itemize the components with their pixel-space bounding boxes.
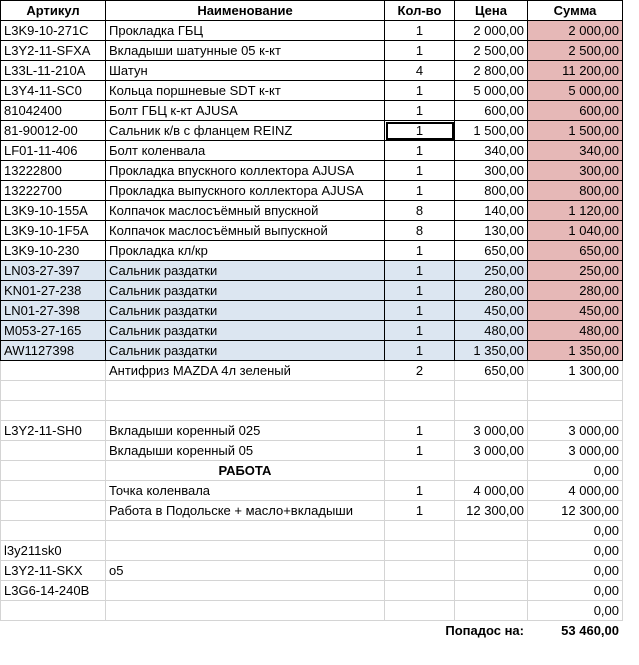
cell-qty[interactable] (385, 461, 455, 481)
cell-sum[interactable]: 340,00 (528, 141, 623, 161)
cell-sum[interactable]: 650,00 (528, 241, 623, 261)
cell-sum[interactable]: 0,00 (528, 581, 623, 601)
cell-qty[interactable]: 1 (385, 81, 455, 101)
cell-sum[interactable]: 800,00 (528, 181, 623, 201)
table-row (1, 121, 623, 141)
table-row (1, 381, 623, 401)
cell-sum[interactable]: 280,00 (528, 281, 623, 301)
cell-price[interactable]: 3 000,00 (455, 421, 528, 441)
header-sum[interactable]: Сумма (528, 1, 623, 21)
cell-price[interactable]: 300,00 (455, 161, 528, 181)
header-name[interactable]: Наименование (106, 1, 385, 21)
cell-name[interactable] (106, 621, 385, 641)
cell-art[interactable]: L33L-11-210A (1, 61, 106, 81)
cell-art[interactable]: L3K9-10-1F5A (1, 221, 106, 241)
cell-qty[interactable] (385, 581, 455, 601)
table-row (1, 101, 623, 121)
header-art[interactable]: Артикул (1, 1, 106, 21)
cell-art[interactable] (1, 441, 106, 461)
cell-price[interactable]: 480,00 (455, 321, 528, 341)
cell-art[interactable]: L3Y2-11-SH0 (1, 421, 106, 441)
table-row (1, 341, 623, 361)
table-row (1, 361, 623, 381)
cell-art[interactable]: L3Y2-11-SFXA (1, 41, 106, 61)
cell-art[interactable] (1, 401, 106, 421)
cell-sum[interactable]: 600,00 (528, 101, 623, 121)
table-row (1, 481, 623, 501)
cell-name[interactable] (106, 541, 385, 561)
cell-price[interactable]: 600,00 (455, 101, 528, 121)
header-row (1, 1, 623, 21)
cell-price[interactable]: 650,00 (455, 241, 528, 261)
cell-price[interactable]: 1 350,00 (455, 341, 528, 361)
cell-price[interactable]: 3 000,00 (455, 441, 528, 461)
cell-art[interactable]: L3Y4-11-SC0 (1, 81, 106, 101)
cell-qty[interactable]: 1 (385, 421, 455, 441)
cell-name[interactable]: Сальник к/в с фланцем REINZ (106, 121, 385, 141)
cell-sum[interactable]: 2 500,00 (528, 41, 623, 61)
cell-price[interactable]: 130,00 (455, 221, 528, 241)
cell-art[interactable]: 81042400 (1, 101, 106, 121)
table-row (1, 581, 623, 601)
cell-name[interactable]: Прокладка ГБЦ (106, 21, 385, 41)
cell-qty[interactable]: 1 (385, 441, 455, 461)
cell-price[interactable]: 2 800,00 (455, 61, 528, 81)
header-qty[interactable]: Кол-во (385, 1, 455, 21)
cell-qty[interactable]: 1 (385, 21, 455, 41)
cell-sum[interactable]: 5 000,00 (528, 81, 623, 101)
cell-name[interactable]: Работа в Подольске + масло+вкладыши (106, 501, 385, 521)
table-row (1, 81, 623, 101)
cell-name[interactable] (106, 601, 385, 621)
cell-sum[interactable]: 1 040,00 (528, 221, 623, 241)
cell-name[interactable]: Вкладыши шатунные 05 к-кт (106, 41, 385, 61)
cell-name[interactable]: Точка коленвала (106, 481, 385, 501)
cell-sum[interactable]: 1 500,00 (528, 121, 623, 141)
table-row (1, 181, 623, 201)
cell-name[interactable]: Колпачок маслосъёмный выпускной (106, 221, 385, 241)
cell-qty[interactable] (385, 381, 455, 401)
cell-price[interactable]: 5 000,00 (455, 81, 528, 101)
cell-sum[interactable] (528, 401, 623, 421)
cell-qty[interactable]: 1 (385, 501, 455, 521)
table-row (1, 321, 623, 341)
cell-name[interactable] (106, 401, 385, 421)
cell-sum[interactable]: 2 000,00 (528, 21, 623, 41)
cell-price[interactable]: 140,00 (455, 201, 528, 221)
cell-art[interactable] (1, 461, 106, 481)
cell-price[interactable]: 650,00 (455, 361, 528, 381)
cell-price[interactable] (455, 541, 528, 561)
cell-sum[interactable]: 0,00 (528, 601, 623, 621)
table-row (1, 601, 623, 621)
total-value[interactable]: 53 460,00 (528, 621, 623, 641)
table-row (1, 141, 623, 161)
cell-qty[interactable]: 1 (385, 121, 455, 141)
cell-name[interactable]: Прокладка впускного коллектора AJUSA (106, 161, 385, 181)
cell-sum[interactable]: 11 200,00 (528, 61, 623, 81)
table-row (1, 161, 623, 181)
cell-art[interactable]: 13222700 (1, 181, 106, 201)
cell-qty[interactable]: 1 (385, 161, 455, 181)
table-row (1, 401, 623, 421)
table-row (1, 241, 623, 261)
cell-qty[interactable]: 1 (385, 141, 455, 161)
cell-price[interactable]: 280,00 (455, 281, 528, 301)
cell-sum[interactable]: 480,00 (528, 321, 623, 341)
table-row (1, 501, 623, 521)
cell-qty[interactable]: 1 (385, 101, 455, 121)
cell-name[interactable]: Сальник раздатки (106, 261, 385, 281)
cell-name[interactable]: Болт ГБЦ к-кт AJUSA (106, 101, 385, 121)
table-row (1, 421, 623, 441)
cell-name[interactable]: Прокладка выпускного коллектора AJUSA (106, 181, 385, 201)
cell-price[interactable]: 1 500,00 (455, 121, 528, 141)
cell-art[interactable]: L3Y2-11-SKX (1, 561, 106, 581)
table-row (1, 201, 623, 221)
cell-art[interactable]: LN01-27-398 (1, 301, 106, 321)
cell-price[interactable]: 800,00 (455, 181, 528, 201)
cell-qty[interactable] (385, 601, 455, 621)
table-row (1, 301, 623, 321)
cell-name[interactable]: Колпачок маслосъёмный впускной (106, 201, 385, 221)
cell-sum[interactable]: 1 350,00 (528, 341, 623, 361)
cell-name[interactable]: Прокладка кл/кр (106, 241, 385, 261)
table-row (1, 41, 623, 61)
cell-qty[interactable]: 8 (385, 201, 455, 221)
cell-price[interactable]: 4 000,00 (455, 481, 528, 501)
table-row (1, 461, 623, 481)
cell-art[interactable] (1, 361, 106, 381)
cell-qty[interactable]: 1 (385, 41, 455, 61)
cell-price[interactable] (455, 561, 528, 581)
cell-qty[interactable]: 8 (385, 221, 455, 241)
cell-qty[interactable]: 1 (385, 261, 455, 281)
cell-name[interactable]: Сальник раздатки (106, 281, 385, 301)
cell-price[interactable] (455, 401, 528, 421)
cell-qty[interactable]: 1 (385, 341, 455, 361)
cell-price[interactable]: 2 500,00 (455, 41, 528, 61)
cell-sum[interactable]: 450,00 (528, 301, 623, 321)
cell-sum[interactable]: 0,00 (528, 541, 623, 561)
cell-price[interactable]: 12 300,00 (455, 501, 528, 521)
cell-art[interactable]: LF01-11-406 (1, 141, 106, 161)
cell-name[interactable] (106, 581, 385, 601)
cell-sum[interactable]: 250,00 (528, 261, 623, 281)
cell-art[interactable]: L3K9-10-230 (1, 241, 106, 261)
cell-price[interactable] (455, 581, 528, 601)
cell-qty[interactable]: 1 (385, 241, 455, 261)
table-row (1, 21, 623, 41)
cell-sum[interactable]: 1 300,00 (528, 361, 623, 381)
cell-art[interactable] (1, 621, 106, 641)
cell-sum[interactable]: 300,00 (528, 161, 623, 181)
total-label: Попадос на: (385, 621, 528, 641)
cell-qty[interactable]: 1 (385, 301, 455, 321)
cell-sum[interactable]: 12 300,00 (528, 501, 623, 521)
cell-art[interactable] (1, 601, 106, 621)
cell-name[interactable]: Вкладыши коренный 05 (106, 441, 385, 461)
cell-price[interactable] (455, 461, 528, 481)
cell-name[interactable] (106, 381, 385, 401)
cell-name[interactable]: Шатун (106, 61, 385, 81)
cell-price[interactable]: 450,00 (455, 301, 528, 321)
table-row (1, 281, 623, 301)
total-row (1, 621, 623, 641)
cell-name[interactable]: Антифриз MAZDA 4л зеленый (106, 361, 385, 381)
cell-sum[interactable]: 4 000,00 (528, 481, 623, 501)
cell-name[interactable]: o5 (106, 561, 385, 581)
cell-qty[interactable]: 1 (385, 181, 455, 201)
table-row (1, 261, 623, 281)
cell-art[interactable] (1, 521, 106, 541)
cell-art[interactable]: LN03-27-397 (1, 261, 106, 281)
cell-price[interactable] (455, 521, 528, 541)
cell-price[interactable] (455, 601, 528, 621)
cell-sum[interactable]: 0,00 (528, 461, 623, 481)
cell-name[interactable] (106, 521, 385, 541)
cell-sum[interactable]: 1 120,00 (528, 201, 623, 221)
cell-qty[interactable]: 1 (385, 281, 455, 301)
cell-name[interactable]: Болт коленвала (106, 141, 385, 161)
cell-art[interactable]: 81-90012-00 (1, 121, 106, 141)
cell-art[interactable]: M053-27-165 (1, 321, 106, 341)
cell-art[interactable]: L3K9-10-271C (1, 21, 106, 41)
cell-qty[interactable]: 1 (385, 481, 455, 501)
cell-name[interactable]: Кольца поршневые SDT к-кт (106, 81, 385, 101)
cell-qty[interactable]: 2 (385, 361, 455, 381)
cell-art[interactable]: l3y211sk0 (1, 541, 106, 561)
cell-name[interactable]: РАБОТА (106, 461, 385, 481)
cell-qty[interactable] (385, 521, 455, 541)
cell-art[interactable] (1, 481, 106, 501)
cell-art[interactable]: 13222800 (1, 161, 106, 181)
table-row (1, 521, 623, 541)
cell-price[interactable]: 340,00 (455, 141, 528, 161)
cell-art[interactable]: KN01-27-238 (1, 281, 106, 301)
cell-name[interactable]: Сальник раздатки (106, 341, 385, 361)
header-price[interactable]: Цена (455, 1, 528, 21)
cell-price[interactable] (455, 381, 528, 401)
cell-price[interactable]: 250,00 (455, 261, 528, 281)
cell-sum[interactable]: 0,00 (528, 561, 623, 581)
cell-name[interactable]: Сальник раздатки (106, 301, 385, 321)
table-row (1, 541, 623, 561)
cell-name[interactable]: Вкладыши коренный 025 (106, 421, 385, 441)
cell-name[interactable]: Сальник раздатки (106, 321, 385, 341)
table-row (1, 61, 623, 81)
cell-art[interactable] (1, 381, 106, 401)
cell-qty[interactable] (385, 561, 455, 581)
table-row (1, 561, 623, 581)
cell-qty[interactable] (385, 541, 455, 561)
cell-art[interactable]: L3G6-14-240B (1, 581, 106, 601)
cell-qty[interactable]: 4 (385, 61, 455, 81)
cell-sum[interactable] (528, 381, 623, 401)
cell-price[interactable]: 2 000,00 (455, 21, 528, 41)
cell-art[interactable]: L3K9-10-155A (1, 201, 106, 221)
cell-art[interactable] (1, 501, 106, 521)
cell-qty[interactable] (385, 401, 455, 421)
cell-qty[interactable]: 1 (385, 321, 455, 341)
cell-sum[interactable]: 0,00 (528, 521, 623, 541)
cell-sum[interactable]: 3 000,00 (528, 441, 623, 461)
table-row (1, 441, 623, 461)
cell-art[interactable]: AW1127398 (1, 341, 106, 361)
table-row (1, 221, 623, 241)
cell-sum[interactable]: 3 000,00 (528, 421, 623, 441)
